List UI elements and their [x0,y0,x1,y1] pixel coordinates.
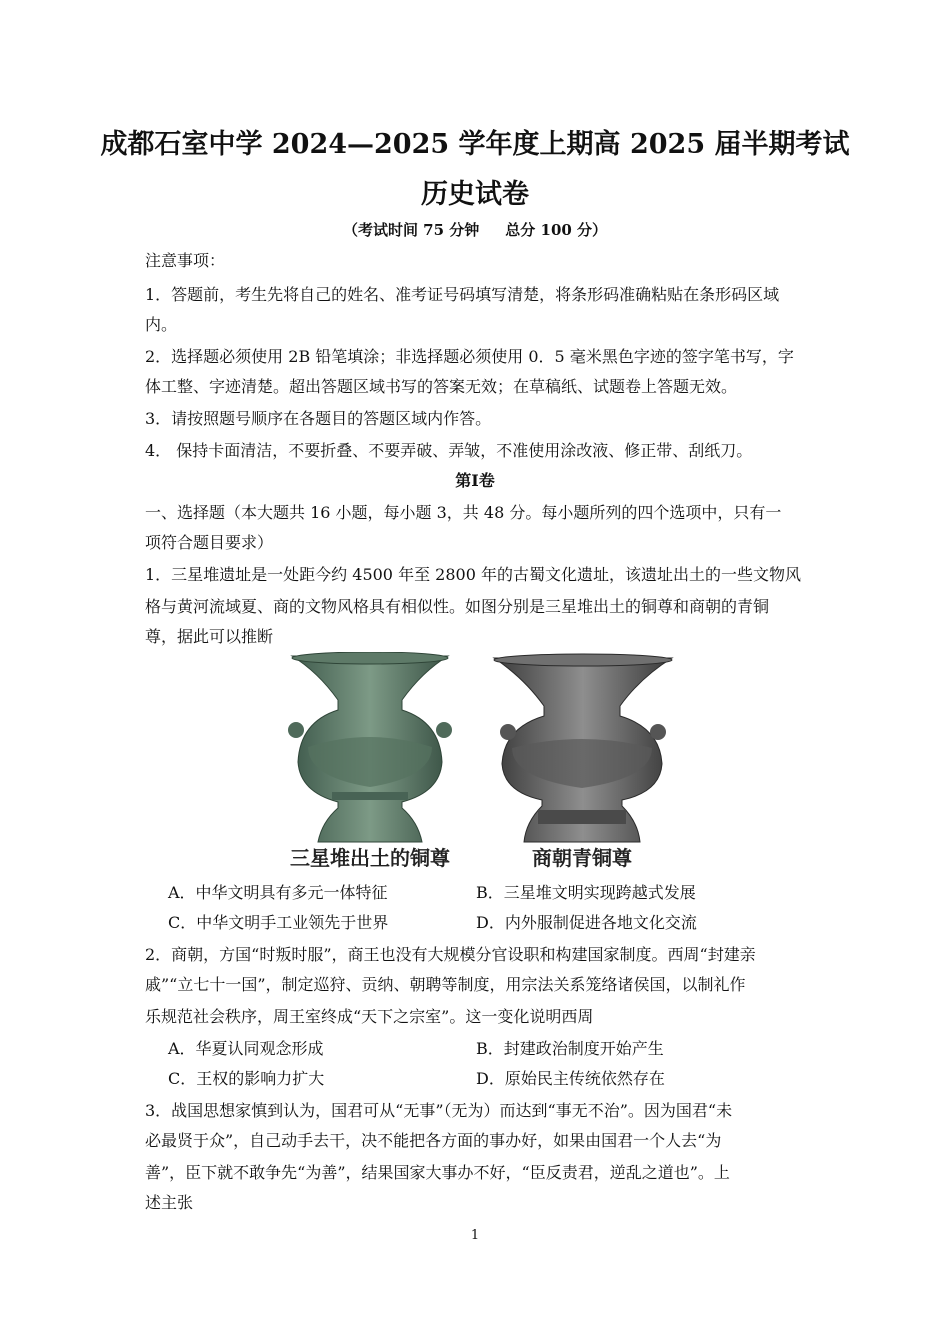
page-number: 1 [470,1228,480,1243]
question-3-stem: 善”，臣下就不敢争先“为善”，结果国家大事办不好，“臣反责君，逆乱之道也”。上 [145,1163,730,1182]
figure-caption-right: 商朝青铜尊 [532,846,632,870]
q2-option-d: D．原始民主传统依然存在 [476,1069,665,1088]
q2-option-c: C．王权的影响力扩大 [168,1069,325,1088]
question-3-stem: 必最贤于众”，自己动手去干，决不能把各方面的事办好，如果由国君一个人去“为 [145,1131,722,1150]
note-line: 3．请按照题号顺序在各题目的答题区域内作答。 [145,409,492,428]
note-line: 体工整、字迹清楚。超出答题区域书写的答案无效；在草稿纸、试题卷上答题无效。 [145,377,738,396]
question-2-stem: 2．商朝，方国“时叛时服”，商王也没有大规模分官设职和构建国家制度。西周“封建亲 [145,945,756,964]
note-line: 1．答题前，考生先将自己的姓名、准考证号码填写清楚，将条形码准确粘贴在条形码区域 [145,285,780,304]
note-line: 4． 保持卡面清洁，不要折叠、不要弄破、弄皱，不准使用涂改液、修正带、刮纸刀。 [145,441,753,460]
question-1-stem: 尊，据此可以推断 [145,627,274,646]
question-2-stem: 戚”“立七十一国”，制定巡狩、贡纳、朝聘等制度，用宗法关系笼络诸侯国，以制礼作 [145,975,746,994]
figure-caption-left: 三星堆出土的铜尊 [290,846,450,870]
q1-option-d: D．内外服制促进各地文化交流 [476,913,697,932]
note-line: 2．选择题必须使用 2B 铅笔填涂；非选择题必须使用 0．5 毫米黑色字迹的签字笔书写，字 [145,347,794,366]
question-3-stem: 述主张 [145,1193,194,1212]
exam-meta [0,219,950,240]
exam-total-score: 总分 100 分） [505,221,608,239]
exam-time: （考试时间 75 分钟 [342,221,480,239]
bronze-vessels-figure [272,652,682,872]
q2-option-b: B．封建政治制度开始产生 [476,1039,664,1058]
exam-title: 成都石室中学 2024—2025 学年度上期高 2025 届半期考试 [100,129,850,160]
shang-bronze-zun-image [494,654,672,842]
notes-heading: 注意事项： [145,251,226,270]
question-3-stem: 3．战国思想家慎到认为，国君可从“无事”（无为）而达到“事无不治”。因为国君“未 [145,1101,733,1120]
sanxingdui-bronze-zun-image [288,652,452,842]
note-line: 内。 [145,315,178,334]
q2-option-a: A．华夏认同观念形成 [168,1039,324,1058]
q1-option-b: B．三星堆文明实现跨越式发展 [476,883,696,902]
subject-title: 历史试卷 [421,179,529,210]
section-instructions: 项符合题目要求） [145,533,274,552]
question-1-stem: 1．三星堆遗址是一处距今约 4500 年至 2800 年的古蜀文化遗址，该遗址出土的一些文物风 [145,565,801,584]
q1-option-a: A．中华文明具有多元一体特征 [168,883,388,902]
question-1-stem: 格与黄河流域夏、商的文物风格具有相似性。如图分别是三星堆出土的铜尊和商朝的青铜 [145,597,770,616]
q1-option-c: C．中华文明手工业领先于世界 [168,913,389,932]
question-2-stem: 乐规范社会秩序，周王室终成“天下之宗室”。这一变化说明西周 [145,1007,594,1026]
volume-heading: 第Ⅰ卷 [455,471,495,490]
section-instructions: 一、选择题（本大题共 16 小题，每小题 3，共 48 分。每小题所列的四个选项中，只有一 [145,503,782,522]
